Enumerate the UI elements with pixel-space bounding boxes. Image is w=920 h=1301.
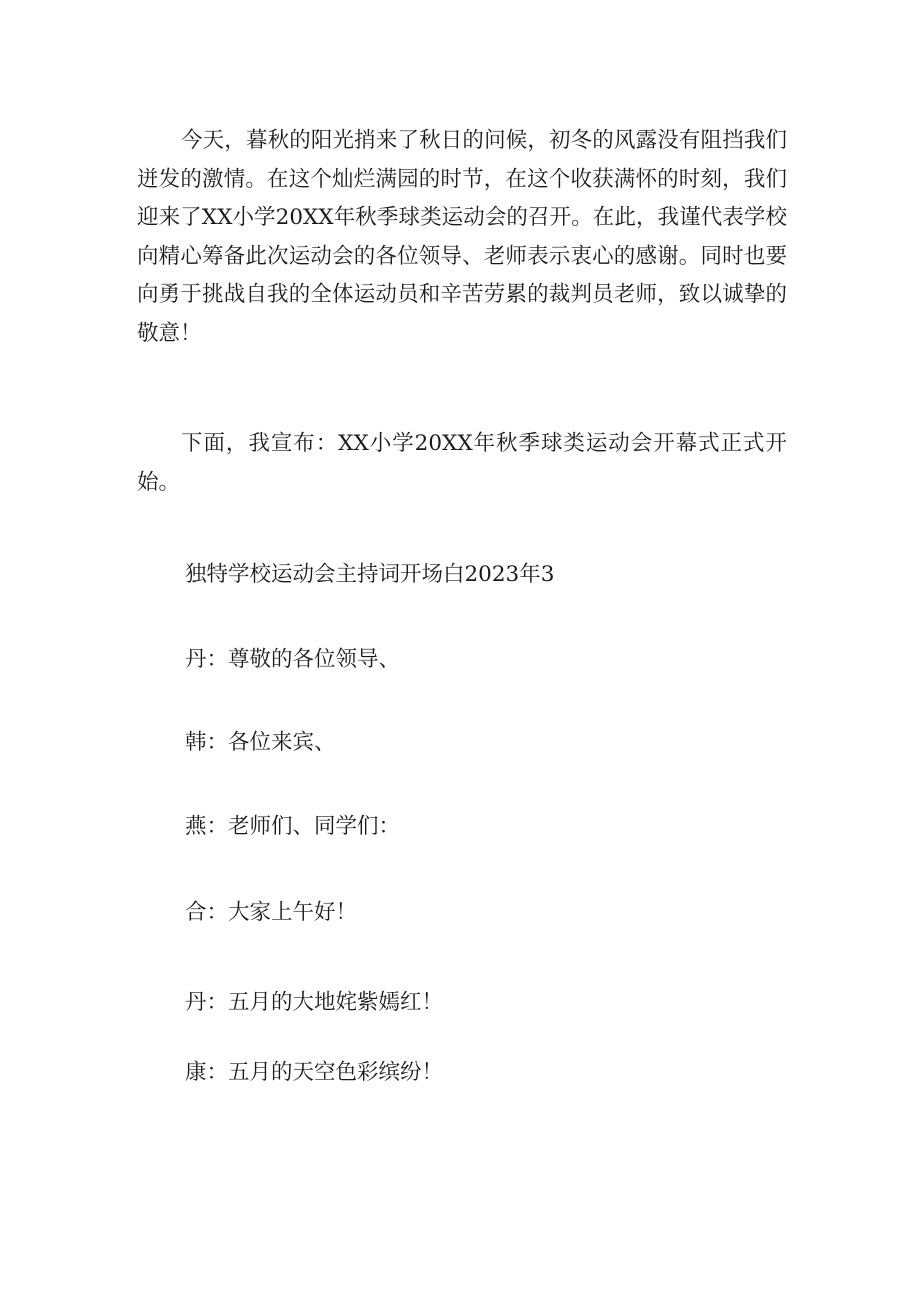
section-title: 独特学校运动会主持词开场白2023年3 (185, 562, 555, 587)
dialogue-line: 韩：各位来宾、 (185, 730, 336, 755)
dialogue-line: 合：大家上午好！ (185, 900, 358, 925)
opening-paragraph: 今天，暮秋的阳光捎来了秋日的问候，初冬的风露没有阻挡我们迸发的激情。在这个灿烂满园的时节，在这个收获满怀的时刻，我们迎来了XX小学20XX年秋季球类运动会的召开。在此，我谨代表学校向精心筹备此次运动会的各位领导、老师表示衷心的感谢。同时也要向勇于挑战自我的全体运动员和辛苦劳累的裁判员老师，致以诚挚的敬意！ (137, 128, 787, 346)
dialogue-line: 燕：老师们、同学们： (185, 814, 401, 839)
announcement-paragraph: 下面，我宣布：XX小学20XX年秋季球类运动会开幕式正式开始。 (137, 431, 787, 495)
dialogue-line: 丹：尊敬的各位领导、 (185, 647, 401, 672)
dialogue-line: 丹：五月的大地姹紫嫣红！ (185, 990, 444, 1015)
dialogue-line: 康：五月的天空色彩缤纷！ (185, 1060, 444, 1085)
